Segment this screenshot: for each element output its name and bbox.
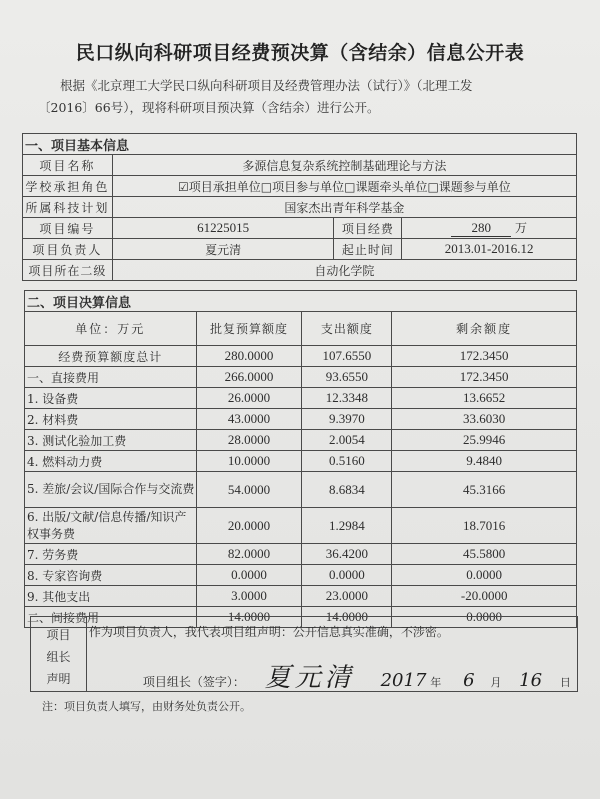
declaration-body	[86, 617, 577, 692]
plan-value: 国家杰出青年科学基金	[112, 197, 576, 218]
footer-note: 注：项目负责人填写，由财务处负责公开。	[42, 700, 251, 713]
row-budget: 0.0000	[196, 565, 302, 586]
row-spent: 12.3348	[302, 388, 392, 409]
row-budget: 54.0000	[196, 472, 302, 508]
row-budget: 266.0000	[196, 367, 302, 388]
row-item: 9. 其他支出	[25, 586, 197, 607]
section-basic-info-title: 一、项目基本信息	[23, 134, 577, 155]
sign-day-unit: 日	[559, 676, 571, 689]
sign-day: 16	[519, 670, 543, 691]
row-item: 6. 出版/文献/信息传播/知识产权事务费	[25, 508, 197, 544]
row-budget: 14.0000	[196, 607, 302, 628]
row-spent: 0.5160	[302, 451, 392, 472]
declaration-label-line: 项目	[46, 628, 71, 642]
signature-row	[143, 657, 571, 694]
table-row	[25, 346, 577, 367]
row-spent: 8.6834	[302, 472, 392, 508]
row-item: 经费预算额度总计	[25, 346, 197, 367]
table-row	[25, 508, 577, 544]
sign-month-unit: 月	[490, 676, 502, 689]
row-item: 4. 燃料动力费	[25, 451, 197, 472]
row-remaining: 45.3166	[392, 472, 577, 508]
column-header-unit: 单位：万元	[25, 312, 197, 346]
row-spent: 93.6550	[302, 367, 392, 388]
row-remaining: 0.0000	[392, 565, 577, 586]
sign-year-unit: 年	[430, 676, 442, 689]
table-row	[25, 586, 577, 607]
role-label: 学校承担角色	[23, 176, 113, 197]
funding-value: 280	[451, 220, 511, 237]
row-remaining: 172.3450	[392, 367, 577, 388]
leader-value: 夏元清	[112, 239, 334, 260]
table-row	[25, 472, 577, 508]
row-budget: 82.0000	[196, 544, 302, 565]
period-label: 起止时间	[334, 239, 402, 260]
table-row	[25, 544, 577, 565]
signature[interactable]: 夏元清	[264, 663, 355, 693]
row-spent: 2.0054	[302, 430, 392, 451]
column-header-budget: 批复预算额度	[196, 312, 302, 346]
row-remaining: -20.0000	[392, 586, 577, 607]
funding-unit: 万	[515, 221, 528, 235]
table-row	[25, 451, 577, 472]
table-row	[25, 367, 577, 388]
intro-paragraph	[38, 75, 558, 119]
row-spent: 14.0000	[302, 607, 392, 628]
row-item: 2. 材料费	[25, 409, 197, 430]
row-budget: 43.0000	[196, 409, 302, 430]
role-checkbox-group[interactable]: ☑项目承担单位□项目参与单位□课题牵头单位□课题参与单位	[112, 176, 576, 197]
document-title: 民口纵向科研项目经费预决算（含结余）信息公开表	[75, 42, 525, 64]
funding-cell	[402, 218, 577, 239]
sign-label: 项目组长（签字）：	[142, 675, 245, 689]
row-item: 5. 差旅/会议/国际合作与交流费	[25, 472, 197, 508]
basic-info-table	[22, 133, 577, 281]
row-remaining: 0.0000	[392, 607, 577, 628]
row-spent: 23.0000	[302, 586, 392, 607]
row-item: 1. 设备费	[25, 388, 197, 409]
row-remaining: 33.6030	[392, 409, 577, 430]
intro-line-2: 〔2016〕66号），现将科研项目预决算（含结余）进行公开。	[38, 100, 380, 115]
project-name-value: 多源信息复杂系统控制基础理论与方法	[112, 155, 576, 176]
funding-label: 项目经费	[334, 218, 402, 239]
settlement-table	[24, 290, 577, 628]
period-value: 2013.01-2016.12	[402, 239, 577, 260]
column-header-spent: 支出额度	[302, 312, 392, 346]
project-no-label: 项目编号	[23, 218, 113, 239]
table-row	[25, 565, 577, 586]
row-budget: 10.0000	[196, 451, 302, 472]
row-remaining: 9.4840	[392, 451, 577, 472]
column-header-remaining: 剩余额度	[392, 312, 577, 346]
declaration-statement: 作为项目负责人，我代表项目组声明：公开信息真实准确，不涉密。	[88, 625, 449, 639]
section-settlement-title: 二、项目决算信息	[25, 291, 577, 312]
row-item: 3. 测试化验加工费	[25, 430, 197, 451]
declaration-label	[31, 617, 87, 692]
row-item: 7. 劳务费	[25, 544, 197, 565]
row-spent: 9.3970	[302, 409, 392, 430]
row-spent: 107.6550	[302, 346, 392, 367]
leader-label: 项目负责人	[23, 239, 113, 260]
row-budget: 26.0000	[196, 388, 302, 409]
project-no-value: 61225015	[112, 218, 334, 239]
row-budget: 20.0000	[196, 508, 302, 544]
row-remaining: 172.3450	[392, 346, 577, 367]
declaration-table	[30, 616, 578, 692]
dept-label: 项目所在二级	[23, 260, 113, 281]
sign-year: 2017	[380, 670, 427, 691]
row-remaining: 45.5800	[392, 544, 577, 565]
row-spent: 36.4200	[302, 544, 392, 565]
intro-line-1: 根据《北京理工大学民口纵向科研项目及经费管理办法（试行）》（北理工发	[60, 78, 473, 93]
plan-label: 所属科技计划	[23, 197, 113, 218]
row-budget: 280.0000	[196, 346, 302, 367]
declaration-label-line: 声明	[46, 672, 71, 686]
row-budget: 3.0000	[196, 586, 302, 607]
declaration-label-line: 组长	[46, 650, 71, 664]
table-row	[25, 388, 577, 409]
row-remaining: 25.9946	[392, 430, 577, 451]
row-item: 二、间接费用	[25, 607, 197, 628]
sign-month: 6	[463, 670, 475, 691]
row-remaining: 13.6652	[392, 388, 577, 409]
table-row	[25, 409, 577, 430]
dept-value: 自动化学院	[112, 260, 576, 281]
project-name-label: 项目名称	[23, 155, 113, 176]
table-row	[25, 430, 577, 451]
row-budget: 28.0000	[196, 430, 302, 451]
row-remaining: 18.7016	[392, 508, 577, 544]
row-item: 8. 专家咨询费	[25, 565, 197, 586]
row-spent: 0.0000	[302, 565, 392, 586]
row-item: 一、直接费用	[25, 367, 197, 388]
row-spent: 1.2984	[302, 508, 392, 544]
